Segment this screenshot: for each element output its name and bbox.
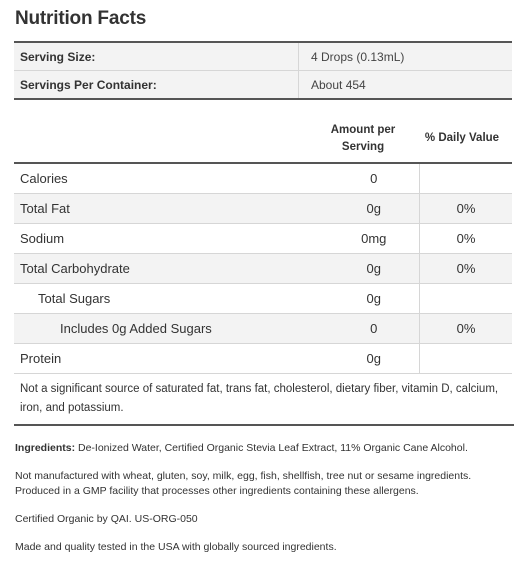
table-row <box>14 164 512 194</box>
servings-per-container-value: About 454 <box>299 71 513 100</box>
nutrient-amount: 0mg <box>328 224 419 254</box>
nutrient-daily-value: 0% <box>420 224 512 254</box>
nutrient-name: Includes 0g Added Sugars <box>14 314 328 344</box>
nutrient-daily-value <box>420 164 512 194</box>
ingredients-label: Ingredients: <box>15 442 76 454</box>
serving-size-label: Serving Size: <box>14 42 299 71</box>
nutrient-amount: 0 <box>328 314 419 344</box>
page-title: Nutrition Facts <box>15 8 147 29</box>
servings-per-container-row <box>14 71 512 100</box>
nutrient-amount: 0 <box>328 164 419 194</box>
nutrient-table-header <box>14 120 512 164</box>
nutrient-name: Total Fat <box>14 194 328 224</box>
table-row <box>14 314 512 344</box>
amount-per-serving-header <box>314 122 412 156</box>
nutrient-name: Sodium <box>14 224 328 254</box>
amount-header-line1: Amount per <box>330 124 396 136</box>
daily-value-header: % Daily Value <box>424 132 500 144</box>
amount-header-line2: Serving <box>341 141 385 153</box>
nutrient-name: Calories <box>14 164 328 194</box>
table-row <box>14 344 512 374</box>
ingredients-statement <box>15 441 510 456</box>
ingredients-text: De-Ionized Water, Certified Organic Stevia Leaf Extract, 11% Organic Cane Alcohol. <box>75 442 468 454</box>
nutrient-amount: 0g <box>328 344 419 374</box>
nutrient-daily-value: 0% <box>420 254 512 284</box>
nutrient-daily-value: 0% <box>420 194 512 224</box>
nutrient-name: Total Sugars <box>14 284 328 314</box>
nutrient-amount: 0g <box>328 194 419 224</box>
allergen-note: Not manufactured with wheat, gluten, soy, milk, egg, fish, shellfish, tree nut or sesame ingredients. Produced in a GMP facility that processes other ingredients containing these allergens. <box>15 470 472 497</box>
table-row <box>14 224 512 254</box>
nutrient-amount: 0g <box>328 254 419 284</box>
nutrient-daily-value <box>420 344 512 374</box>
serving-info-table <box>14 41 512 100</box>
nutrient-name: Total Carbohydrate <box>14 254 328 284</box>
table-row <box>14 254 512 284</box>
nutrient-daily-value: 0% <box>420 314 512 344</box>
table-row <box>14 194 512 224</box>
nutrient-table <box>14 164 512 374</box>
nutrient-amount: 0g <box>328 284 419 314</box>
serving-size-value: 4 Drops (0.13mL) <box>299 42 513 71</box>
origin-note: Made and quality tested in the USA with globally sourced ingredients. <box>15 541 337 553</box>
nutrient-name: Protein <box>14 344 328 374</box>
serving-size-row <box>14 42 512 71</box>
table-row <box>14 284 512 314</box>
nutrient-daily-value <box>420 284 512 314</box>
certification-note: Certified Organic by QAI. US-ORG-050 <box>15 513 198 525</box>
servings-per-container-label: Servings Per Container: <box>14 71 299 100</box>
nutrition-footnote: Not a significant source of saturated fat, trans fat, cholesterol, dietary fiber, vitamin D, calcium, iron, and potassium. <box>14 375 514 426</box>
